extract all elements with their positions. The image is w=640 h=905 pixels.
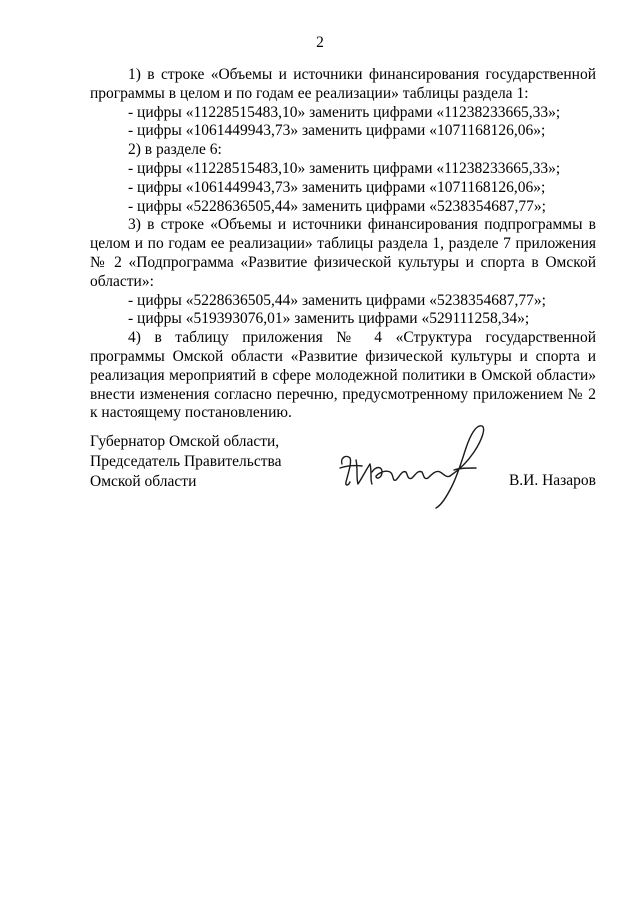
list-item: - цифры «519393076,01» заменить цифрами «529111258,34»;	[128, 310, 530, 328]
signatory-title-line: Председатель Правительства	[90, 453, 282, 470]
document-body	[90, 66, 596, 423]
signatory-title-line: Губернатор Омской области,	[90, 433, 280, 450]
list-item: - цифры «5228636505,44» заменить цифрами «5238354687,77»;	[128, 197, 546, 215]
signatory-name: В.И. Назаров	[508, 472, 596, 489]
list-item: - цифры «1061449943,73» заменить цифрами «1071168126,06»;	[128, 122, 546, 140]
handwritten-signature	[336, 422, 496, 512]
paragraph-item-3: 3) в строке «Объемы и источники финансирования подпрограммы в целом и по годам ее реализации» таблицы раздела 1, разделе 7 приложения № 2 «Подпрограмма «Развитие физической культуры и спорта в Омской области»:	[90, 216, 596, 290]
list-item: - цифры «11228515483,10» заменить цифрами «11238233665,33»;	[128, 103, 561, 121]
signatory-title	[90, 432, 282, 492]
paragraph-item-1: 1) в строке «Объемы и источники финансирования государственной программы в целом и по годам ее реализации» таблицы раздела 1:	[90, 66, 596, 102]
list-item: - цифры «11228515483,10» заменить цифрами «11238233665,33»;	[128, 159, 561, 177]
paragraph-item-4: 4) в таблицу приложения № 4 «Структура государственной программы Омской области «Развитие физической культуры и спорта и реализация мероприятий в сфере молодежной политики в Омской области» внести изменения согласно перечню, предусмотренному приложением № 2 к настоящему постановлению.	[90, 329, 596, 422]
page-number: 2	[316, 34, 324, 51]
list-item: - цифры «1061449943,73» заменить цифрами «1071168126,06»;	[128, 178, 546, 196]
list-item: - цифры «5228636505,44» заменить цифрами «5238354687,77»;	[128, 291, 546, 309]
signatory-title-line: Омской области	[90, 473, 197, 490]
paragraph-item-2: 2) в разделе 6:	[128, 141, 222, 159]
